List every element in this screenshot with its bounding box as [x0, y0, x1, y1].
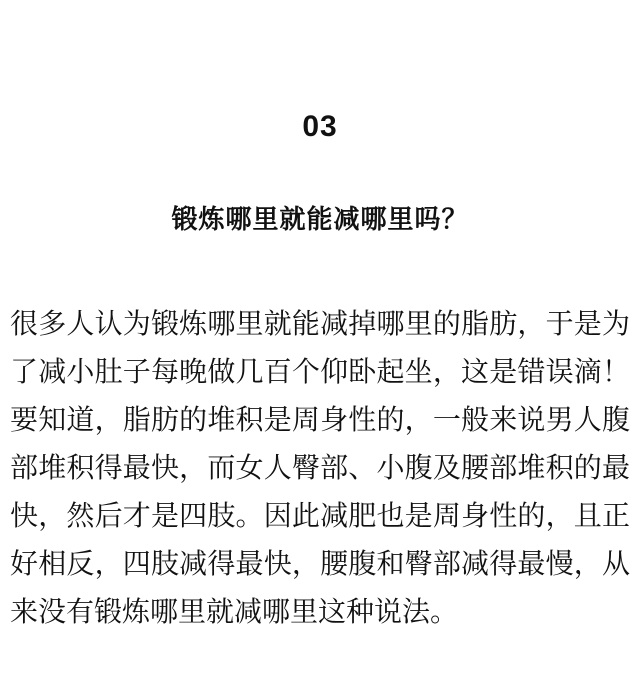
body-paragraph: 很多人认为锻炼哪里就能减掉哪里的脂肪，于是为了减小肚子每晚做几百个仰卧起坐，这是错误滴！要知道，脂肪的堆积是周身性的，一般来说男人腹部堆积得最快，而女人臀部、小腹及腰部堆积的最快，然后才是四肢。因此减肥也是周身性的，且正好相反，四肢减得最快，腰腹和臀部减得最慢，从来没有锻炼哪里就减哪里这种说法。 — [10, 307, 630, 628]
section-heading: 锻炼哪里就能减哪里吗？ — [171, 205, 469, 235]
section-number: 03 — [302, 110, 338, 143]
